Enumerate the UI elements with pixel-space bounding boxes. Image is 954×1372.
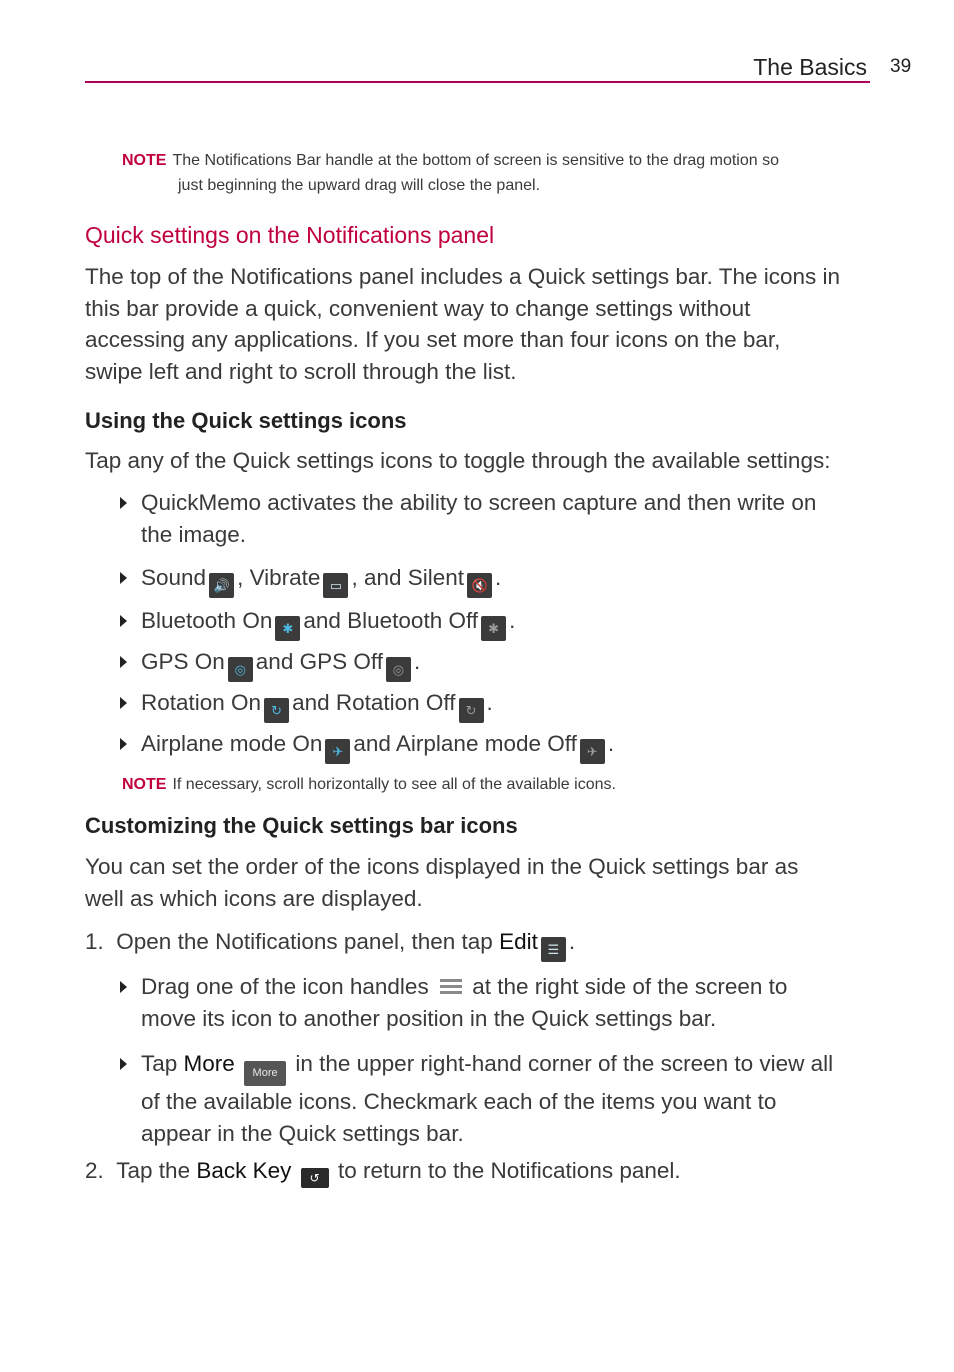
bullet-text: .	[413, 649, 421, 674]
more-key-label: More	[183, 1051, 235, 1076]
step-text: Open the Notifications panel, then tap	[116, 929, 493, 954]
silent-icon: 🔇	[467, 573, 492, 598]
airplane-on-icon: ✈	[325, 739, 350, 764]
bullet-text: .	[486, 690, 493, 715]
vibrate-icon: ▭	[323, 573, 348, 598]
bullet-arrow-icon	[120, 656, 127, 668]
bullet-airplane	[120, 728, 880, 764]
bullet-text: QuickMemo activates the ability to screen capture and then write on	[141, 490, 817, 515]
bullet-quickmemo	[120, 487, 880, 551]
bullet-text: .	[509, 608, 516, 633]
bullet-text: the image.	[141, 522, 247, 547]
airplane-off-icon: ✈	[580, 739, 605, 764]
step-number: 2.	[85, 1158, 104, 1183]
sound-icon: 🔊	[209, 573, 234, 598]
intro-line: swipe left and right to scroll through the list.	[85, 358, 517, 384]
drag-handle-icon	[438, 974, 463, 999]
bullet-text: , and Silent	[351, 565, 465, 590]
page-number: 39	[890, 56, 912, 77]
bullet-text: and Bluetooth Off	[303, 608, 479, 633]
lead-line: well as which icons are displayed.	[85, 885, 423, 911]
bullet-gps	[120, 646, 880, 682]
bullet-arrow-icon	[120, 615, 127, 627]
step-text: Tap the	[116, 1158, 191, 1183]
intro-line: accessing any applications. If you set more than four icons on the bar,	[85, 327, 781, 353]
bullet-text: and Airplane mode Off	[353, 731, 577, 756]
rotation-on-icon: ↻	[264, 698, 289, 723]
bullet-sound	[120, 562, 880, 598]
rotation-off-icon: ↻	[459, 698, 484, 723]
step-1	[85, 926, 575, 962]
bullet-text: at the right side of the screen to	[472, 974, 788, 999]
bullet-rotation	[120, 687, 880, 723]
customizing-heading: Customizing the Quick settings bar icons	[85, 813, 518, 838]
intro-line: The top of the Notifications panel includes a Quick settings bar. The icons in	[85, 264, 841, 289]
step-2	[85, 1155, 681, 1188]
note-label: NOTE	[122, 152, 167, 169]
bullet-bluetooth	[120, 605, 880, 641]
using-heading: Using the Quick settings icons	[85, 408, 407, 433]
bullet-text: appear in the Quick settings bar.	[141, 1121, 464, 1146]
note-drag-handle	[122, 148, 779, 198]
bullet-text: Airplane mode On	[141, 731, 323, 756]
bullet-text: .	[495, 565, 502, 590]
bullet-text: in the upper right-hand corner of the screen to view all	[295, 1051, 834, 1076]
bullet-drag	[120, 971, 880, 1035]
bullet-text: Bluetooth On	[141, 608, 273, 633]
note-text: If necessary, scroll horizontally to see all of the available icons.	[172, 776, 616, 793]
note-text-line1: The Notifications Bar handle at the bottom of screen is sensitive to the drag motion so	[172, 152, 779, 169]
step-text: to return to the Notifications panel.	[337, 1158, 681, 1183]
gps-off-icon: ◎	[386, 657, 411, 682]
bullet-arrow-icon	[120, 1058, 127, 1070]
section-header: The Basics	[753, 54, 867, 80]
intro-line: this bar provide a quick, convenient way to change settings without	[85, 295, 751, 321]
bullet-text: Tap	[141, 1051, 178, 1076]
customizing-lead	[85, 851, 885, 914]
bullet-arrow-icon	[120, 497, 127, 509]
edit-icon: ☰	[541, 937, 566, 962]
bluetooth-off-icon: ✱	[481, 616, 506, 641]
header-divider	[85, 81, 870, 83]
note-text-line2: just beginning the upward drag will close the panel.	[178, 177, 541, 194]
more-button-icon: More	[244, 1061, 286, 1086]
step-text: .	[568, 929, 576, 954]
bullet-text: and GPS Off	[255, 649, 383, 674]
back-key-icon: ↺	[301, 1168, 329, 1188]
bullet-arrow-icon	[120, 697, 127, 709]
note-scroll	[122, 772, 616, 797]
step-number: 1.	[85, 929, 104, 954]
section-title: Quick settings on the Notifications panel	[85, 222, 495, 248]
bullet-text: GPS On	[141, 649, 225, 674]
using-lead: Tap any of the Quick settings icons to toggle through the available settings:	[85, 448, 831, 473]
bullet-text: move its icon to another position in the Quick settings bar.	[141, 1006, 717, 1031]
bullet-text: Sound	[141, 565, 207, 590]
bullet-text: , Vibrate	[237, 565, 321, 590]
gps-on-icon: ◎	[228, 657, 253, 682]
lead-line: You can set the order of the icons displayed in the Quick settings bar as	[85, 854, 799, 879]
bullet-arrow-icon	[120, 981, 127, 993]
bullet-text: Drag one of the icon handles	[141, 974, 429, 999]
bullet-text: Rotation On	[141, 690, 262, 715]
bullet-more	[120, 1048, 880, 1150]
bullet-text: .	[607, 731, 615, 756]
back-key-label: Back Key	[196, 1158, 292, 1183]
bullet-arrow-icon	[120, 572, 127, 584]
bullet-arrow-icon	[120, 738, 127, 750]
bullet-text: and Rotation Off	[292, 690, 456, 715]
note-label: NOTE	[122, 776, 167, 793]
bullet-text: of the available icons. Checkmark each of the items you want to	[141, 1089, 777, 1114]
edit-key-label: Edit	[499, 929, 538, 954]
intro-paragraph	[85, 261, 885, 387]
bluetooth-on-icon: ✱	[275, 616, 300, 641]
